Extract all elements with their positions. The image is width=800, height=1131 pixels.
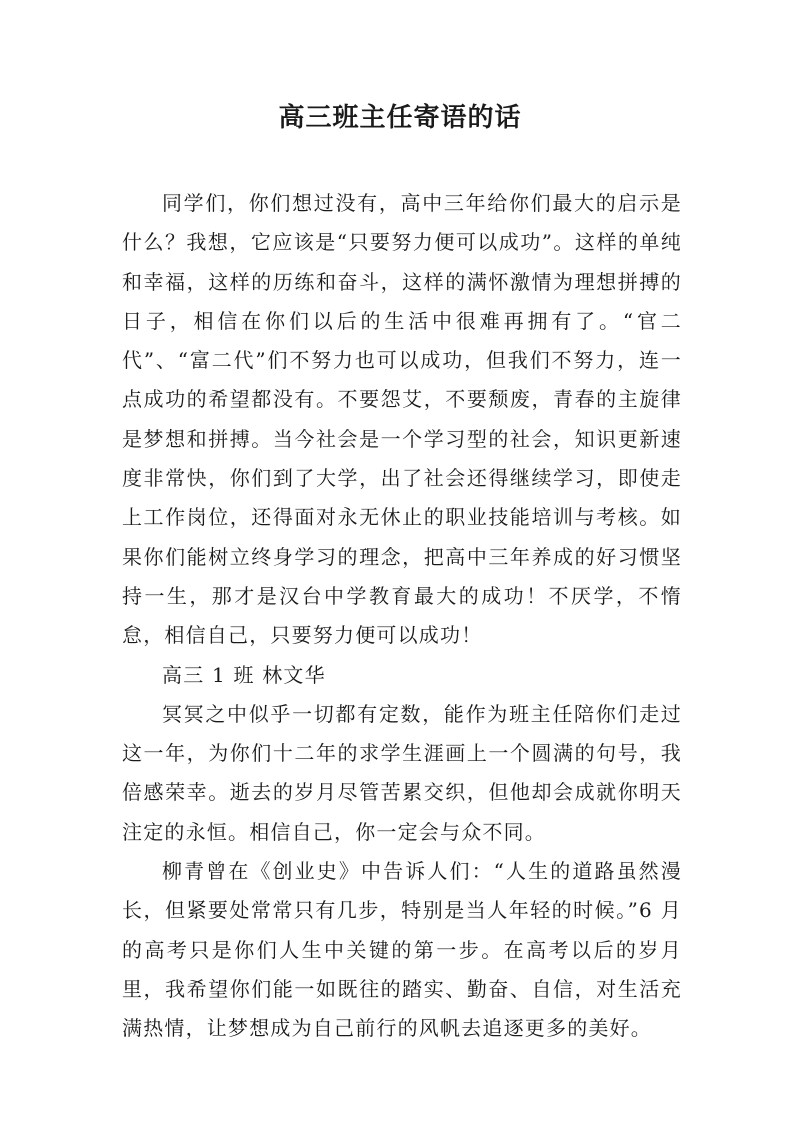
signature-line: 高三 1 班 林文华	[162, 662, 326, 687]
paragraph-opening: 同学们，你们想过没有，高中三年给你们最大的启示是什么？我想，它应该是“只要努力便可以成功”。这样的单纯和幸福，这样的历练和奋斗，这样的满怀激情为理想拼搏的日子，相信在你们以后的生活中很难再拥有了。“官二代”、“富二代”们不努力也可以成功，但我们不努力，连一点成功的希望都没有。不要怨艾，不要颓废，青春的主旋律是梦想和拼搏。当今社会是一个学习型的社会，知识更新速度非常快，你们到了大学，出了社会还得继续学习，即使走上工作岗位，还得面对永无休止的职业技能培训与考核。如果你们能树立终身学习的理念，把高中三年养成的好习惯坚持一生，那才是汉台中学教育最大的成功！不厌学，不惰怠，相信自己，只要努力便可以成功！	[122, 191, 682, 648]
document-body	[122, 184, 682, 1049]
paragraph-third: 柳青曾在《创业史》中告诉人们：“人生的道路虽然漫长，但紧要处常常只有几步，特别是当人年轻的时候。”6 月的高考只是你们人生中关键的第一步。在高考以后的岁月里，我希望你们能一如既往的踏实、勤奋、自信，对生活充满热情，让梦想成为自己前行的风帆去追逐更多的美好。	[122, 859, 682, 1041]
paragraph-second: 冥冥之中似乎一切都有定数，能作为班主任陪你们走过这一年，为你们十二年的求学生涯画上一个圆满的句号，我倍感荣幸。逝去的岁月尽管苦累交织，但他却会成就你明天注定的永恒。相信自己，你一定会与众不同。	[122, 701, 682, 844]
document-title: 高三班主任寄语的话	[278, 103, 522, 133]
